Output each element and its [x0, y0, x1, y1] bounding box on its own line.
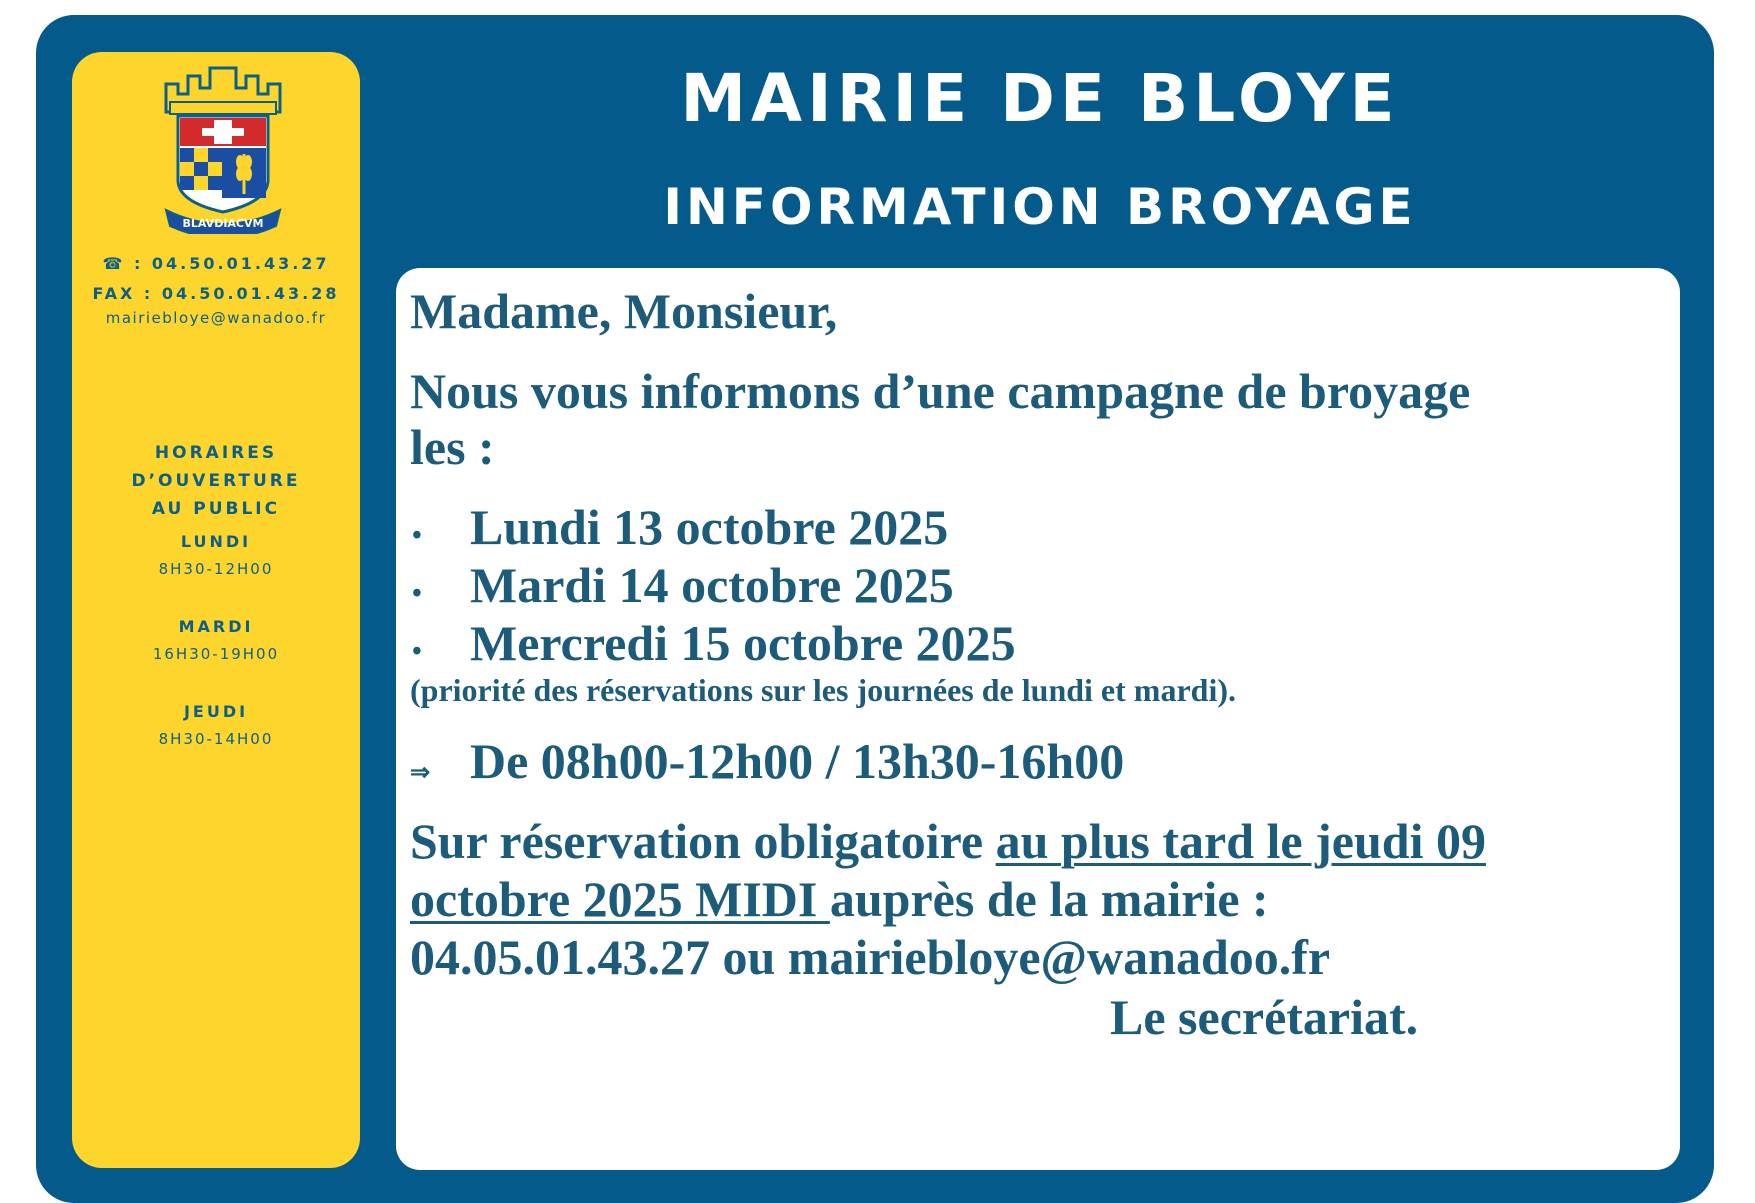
email-address: mairiebloye@wanadoo.fr [105, 309, 327, 327]
schedule-day-tuesday: MARDI [178, 617, 254, 636]
reservation-line-2 [410, 870, 1269, 928]
reservation-suffix: auprès de la mairie : [829, 871, 1269, 927]
bullet-icon: • [412, 578, 422, 609]
reservation-prefix: Sur réservation obligatoire [410, 813, 996, 869]
intro-line-1: Nous vous informons d’une campagne de broyage [410, 363, 1471, 419]
hours-heading-line-3: AU PUBLIC [151, 499, 281, 519]
reservation-deadline-1: au plus tard le jeudi 09 [995, 813, 1486, 869]
date-item-2: Mardi 14 octobre 2025 [470, 557, 954, 613]
fax-number: FAX : 04.50.01.43.28 [92, 284, 340, 303]
priority-note: (priorité des réservations sur les journées de lundi et mardi). [410, 672, 1236, 708]
bullet-icon: • [412, 636, 422, 667]
signature: Le secrétariat. [1110, 989, 1419, 1045]
schedule-time-tuesday: 16H30-19H00 [152, 645, 280, 663]
schedule-time-monday: 8H30-12H00 [158, 560, 274, 578]
page-subtitle: INFORMATION BROYAGE [663, 178, 1417, 236]
contact-line: 04.05.01.43.27 ou mairiebloye@wanadoo.fr [410, 929, 1331, 985]
bullet-icon: • [412, 520, 422, 551]
reservation-deadline-2: octobre 2025 MIDI [410, 871, 830, 927]
schedule-time-thursday: 8H30-14H00 [158, 730, 274, 748]
date-item-3: Mercredi 15 octobre 2025 [470, 615, 1016, 671]
intro-line-2: les : [410, 419, 495, 475]
phone-number: ☎ : 04.50.01.43.27 [102, 254, 330, 273]
opening-times: De 08h00-12h00 / 13h30-16h00 [470, 733, 1125, 789]
date-item-1: Lundi 13 octobre 2025 [470, 499, 949, 555]
reservation-line-1 [410, 812, 1486, 870]
page-title: MAIRIE DE BLOYE [680, 60, 1400, 137]
schedule-day-monday: LUNDI [180, 532, 252, 551]
arrow-icon: ⇒ [410, 760, 431, 786]
crest-motto: BLAVDIACVM [182, 217, 264, 230]
opening-hours-heading [72, 439, 360, 523]
hours-heading-line-2: D’OUVERTURE [131, 471, 301, 491]
coat-of-arms-icon [158, 62, 288, 234]
letter-panel [396, 268, 1680, 1170]
sidebar [72, 52, 360, 1168]
hours-heading-line-1: HORAIRES [154, 443, 278, 463]
greeting: Madame, Monsieur, [410, 283, 838, 339]
schedule-day-thursday: JEUDI [183, 702, 249, 721]
